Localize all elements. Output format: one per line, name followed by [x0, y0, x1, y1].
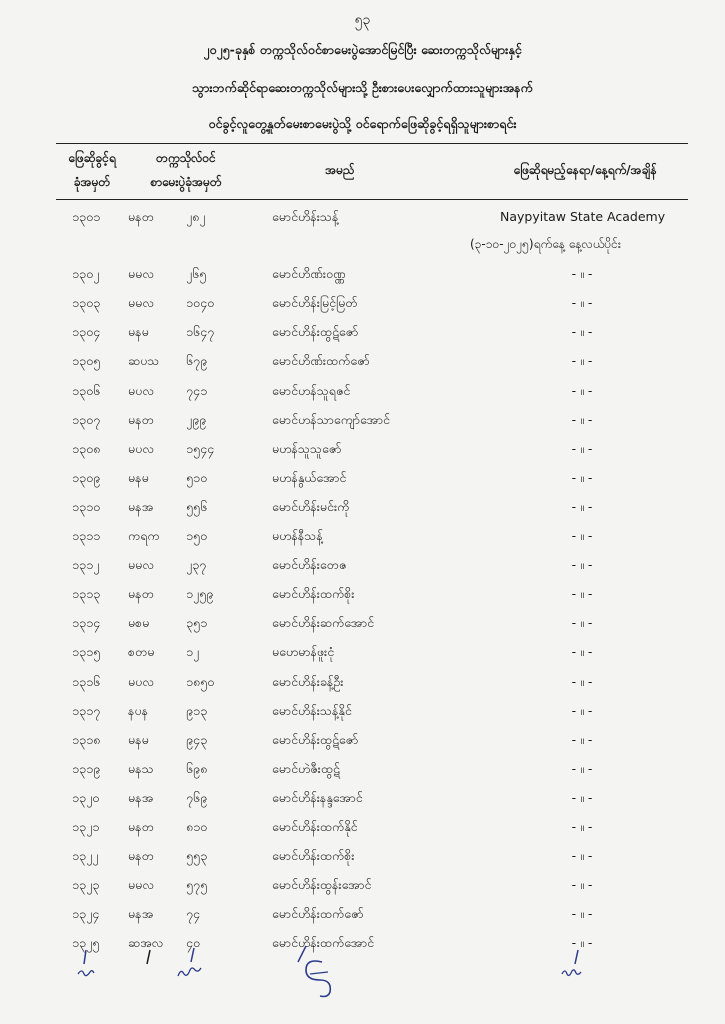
table-row: [0, 582, 725, 610]
venue: - ။ -: [571, 440, 593, 456]
venue: - ။ -: [571, 789, 593, 805]
venue: - ။ -: [571, 266, 593, 282]
header-reg-no: ဖြေဆိုခွင့်ရ ခုံအမှတ်: [68, 151, 116, 189]
table-row: [0, 757, 725, 785]
venue: - ။ -: [571, 557, 593, 573]
exam-roll-number: ၁၈၅၀: [186, 673, 215, 689]
table-row: [0, 437, 725, 465]
exam-center-code: မနတ: [128, 209, 154, 224]
venue: - ။ -: [571, 760, 593, 776]
exam-roll-number: ၈၁၀: [186, 819, 208, 834]
table-row: [0, 379, 725, 407]
exam-center-code: မနအ: [128, 789, 154, 805]
reg-number: ၁၃၂၀: [72, 789, 100, 805]
exam-roll-number: ၁၀၄၀: [186, 295, 215, 311]
candidate-name: မောင်ဟန်သာကျော်အောင်: [272, 411, 390, 427]
candidate-name: မဟေမာန်ဖူးငုံ: [272, 644, 335, 660]
candidate-name: မောင်ဟိန်းထက်နိုင်: [272, 819, 358, 834]
table-row: [0, 495, 725, 523]
reg-number: ၁၃၁၁: [72, 528, 101, 543]
exam-center-code: စတမ: [128, 644, 155, 660]
reg-number: ၁၃၀၃: [72, 295, 101, 311]
exam-center-code: မနတ: [128, 586, 154, 602]
candidate-name: မောင်ဟိန်းနန္ဒအောင်: [272, 789, 363, 805]
candidate-name: မောင်ဟန်သူရဇင်: [272, 382, 351, 398]
exam-center-code: မနအ: [128, 906, 154, 922]
table-row: [0, 815, 725, 843]
candidate-name: မောင်ဟိန်းထက်စိုး: [272, 586, 355, 602]
reg-number: ၁၃၁၅: [72, 644, 101, 660]
signature-main-icon: [292, 942, 342, 998]
venue: - ။ -: [571, 819, 593, 834]
exam-roll-number: ၂၈၂: [186, 209, 206, 224]
exam-roll-number: ၄၀: [186, 935, 201, 951]
candidate-name: မောင်ဟဲဇီးထွဋ်: [272, 760, 340, 776]
reg-number: ၁၃၁၀: [72, 498, 101, 514]
exam-roll-number: ၃၅၁: [186, 615, 208, 631]
title-line-3: ဝင်ခွင့်လူတွေ့နှုတ်မေးစာမေးပွဲသို့ ဝင်ရောက်ဖြေဆိုခွင့်ရရှိသူများစာရင်း: [208, 116, 517, 131]
venue: Naypyitaw State Academy: [500, 209, 666, 224]
title-line-2: သွားဘက်ဆိုင်ရာဆေးတက္ကသိုလ်များသို့ ဦးစားပေးလျှောက်ထားသူများအနက်: [192, 80, 533, 95]
candidate-name: မောင်ဟိန်းထက်အောင်: [272, 935, 375, 951]
exam-center-code: မနတ: [128, 819, 154, 834]
candidate-name: မောင်ဟိန်းသန့်: [272, 209, 339, 224]
table-row: [0, 786, 725, 814]
table-row: [0, 349, 725, 377]
exam-roll-number: ၇၆၉: [186, 789, 208, 805]
candidate-name: မောင်ဟိန်းမင်းကို: [272, 498, 350, 514]
reg-number: ၁၃၀၅: [72, 353, 101, 369]
exam-center-code: မပလ: [128, 673, 154, 689]
candidate-name: မောင်ဟိန်းထက်စိုး: [272, 848, 355, 864]
candidate-name: မောင်ဟိဏ်းဝဏ္ဏ: [272, 266, 346, 282]
exam-roll-number: ၂၆၅: [186, 266, 207, 282]
reg-number: ၁၃၀၇: [72, 411, 101, 427]
candidate-name: မောင်ဟိန်းတေဇ: [272, 557, 347, 573]
exam-center-code: မမလ: [128, 295, 155, 311]
exam-center-code: နပန: [128, 702, 149, 718]
table-row: [0, 670, 725, 698]
venue: - ။ -: [571, 528, 593, 543]
exam-roll-number: ၂၉၉: [186, 411, 207, 427]
exam-roll-number: ၇၄: [186, 906, 201, 922]
header-top-rule: [56, 143, 688, 144]
candidate-name: မောင်ဟိန်းဆက်အောင်: [272, 615, 375, 631]
header-bottom-rule: [56, 199, 688, 200]
reg-number: ၁၃၂၄: [72, 906, 100, 922]
signature-initial-3-icon: [556, 946, 596, 982]
exam-center-code: မပလ: [128, 440, 154, 456]
reg-number: ၁၃၂၂: [72, 848, 99, 864]
exam-roll-number: ၆၉၈: [186, 760, 208, 776]
table-row: [0, 728, 725, 756]
venue-datetime: (၃-၁၀-၂၀၂၅)ရက်နေ့ နေ့လယ်ပိုင်း: [470, 237, 621, 251]
exam-center-code: မမလ: [128, 266, 155, 282]
exam-center-code: မနအ: [128, 498, 154, 514]
candidate-name: မဟန်နီသန့်: [272, 528, 323, 543]
reg-number: ၁၃၁၆: [72, 673, 101, 689]
header-exam-no: တက္ကသိုလ်ဝင် စာမေးပွဲခုံအမှတ်: [150, 151, 222, 189]
exam-center-code: မမလ: [128, 557, 155, 573]
table-row: [0, 553, 725, 581]
venue: - ။ -: [571, 295, 593, 311]
table-row: [0, 699, 725, 727]
reg-number: ၁၃၁၃: [72, 586, 101, 602]
exam-roll-number: ၅၇၅: [186, 877, 208, 893]
exam-roll-number: ၁၅၀: [186, 528, 208, 543]
candidate-name: မောင်ဟိန်းခန့်ဦး: [272, 673, 344, 689]
exam-center-code: မစမ: [128, 615, 150, 631]
exam-center-code: မနတ: [128, 848, 154, 864]
venue: - ။ -: [571, 411, 593, 427]
signature-tick-icon: [138, 946, 158, 970]
venue: - ။ -: [571, 615, 593, 631]
candidate-name: မောင်ဟိန်းထွဋ်ဇော်: [272, 731, 359, 747]
page-number: ၅၃: [354, 12, 371, 28]
exam-center-code: ကရက: [128, 528, 160, 543]
reg-number: ၁၃၀၉: [72, 469, 101, 485]
venue: - ။ -: [571, 469, 593, 485]
table-row: [0, 844, 725, 872]
venue: - ။ -: [571, 644, 593, 660]
header-name: အမည်: [325, 163, 355, 177]
venue: - ။ -: [571, 848, 593, 864]
reg-number: ၁၃၁၂: [72, 557, 100, 573]
table-row: [0, 524, 725, 552]
reg-number: ၁၃၀၁: [72, 209, 101, 224]
exam-center-code: မနမ: [128, 324, 149, 340]
table-row: [0, 291, 725, 319]
venue: - ။ -: [571, 353, 593, 369]
table-row: [0, 408, 725, 436]
reg-number: ၁၃၀၈: [72, 440, 101, 456]
exam-center-code: ဆအလ: [128, 935, 164, 951]
exam-center-code: မပလ: [128, 382, 154, 398]
table-row: [0, 205, 725, 233]
venue: - ။ -: [571, 935, 593, 951]
candidate-name: မောင်ဟိန်းမြင့်မြတ်: [272, 295, 358, 311]
exam-center-code: ဆပသ: [128, 353, 160, 369]
venue: - ။ -: [571, 324, 593, 340]
table-row: [0, 873, 725, 901]
reg-number: ၁၃၀၆: [72, 382, 101, 398]
candidate-name: မောင်ဟိဏ်းထက်ဇော်: [272, 353, 370, 369]
venue: - ။ -: [571, 382, 593, 398]
exam-center-code: မနတ: [128, 411, 154, 427]
venue: - ။ -: [571, 586, 593, 602]
venue: - ။ -: [571, 702, 593, 718]
exam-center-code: မနမ: [128, 731, 149, 747]
table-row: [0, 611, 725, 639]
table-row: [0, 320, 725, 348]
exam-roll-number: ၁၅၄၄: [186, 440, 215, 456]
exam-roll-number: ၉၄၃: [186, 731, 208, 747]
venue: - ။ -: [571, 731, 593, 747]
exam-roll-number: ၅၅၆: [186, 498, 208, 514]
candidate-name: မောင်ဟိန်းထွန်းအောင်: [272, 877, 372, 893]
exam-roll-number: ၉၁၃: [186, 702, 208, 718]
exam-center-code: မနသ: [128, 760, 154, 776]
exam-center-code: မမလ: [128, 877, 155, 893]
signature-initial-1-icon: [72, 946, 112, 982]
exam-roll-number: ၅၅၃: [186, 848, 208, 864]
title-line-1: ၂၀၂၅-ခုနှစ် တက္ကသိုလ်ဝင်စာမေးပွဲအောင်မြင်ပြီး ဆေးတက္ကသိုလ်များနှင့်: [203, 42, 522, 57]
reg-number: ၁၃၀၄: [72, 324, 101, 340]
reg-number: ၁၃၁၉: [72, 760, 101, 776]
venue: - ။ -: [571, 673, 593, 689]
reg-number: ၁၃၂၅: [72, 935, 100, 951]
reg-number: ၁၃၂၁: [72, 819, 100, 834]
candidate-name: မောင်ဟိန်းသန့်နိုင်: [272, 702, 352, 718]
venue: - ။ -: [571, 498, 593, 514]
reg-number: ၁၃၁၇: [72, 702, 101, 718]
signature-initial-2-icon: [172, 944, 216, 984]
exam-roll-number: ၁၂၅၉: [186, 586, 214, 602]
table-row: [0, 262, 725, 290]
header-venue: ဖြေဆိုရမည့်နေရာ/နေ့ရက်/အချိန်: [513, 163, 657, 177]
candidate-name: မောင်ဟိန်းထွဋ်ဇော်: [272, 324, 359, 340]
reg-number: ၁၃၁၄: [72, 615, 101, 631]
exam-roll-number: ၅၁၀: [186, 469, 208, 485]
table-row: [0, 640, 725, 668]
table-row: [0, 466, 725, 494]
venue: - ။ -: [571, 906, 593, 922]
exam-roll-number: ၂၃၇: [186, 557, 207, 573]
exam-roll-number: ၇၄၁: [186, 382, 208, 398]
table-row: [0, 902, 725, 930]
candidate-name: မဟန်သူသူဇော်: [272, 440, 342, 456]
exam-roll-number: ၆၇၉: [186, 353, 208, 369]
exam-roll-number: ၁၆၄၇: [186, 324, 215, 340]
exam-roll-number: ၁၂: [186, 644, 200, 660]
venue: - ။ -: [571, 877, 593, 893]
reg-number: ၁၃၀၂: [72, 266, 100, 282]
candidate-name: မဟန်နွယ်အောင်: [272, 469, 347, 485]
exam-center-code: မနမ: [128, 469, 149, 485]
reg-number: ၁၃၂၃: [72, 877, 100, 893]
reg-number: ၁၃၁၈: [72, 731, 101, 747]
candidate-name: မောင်ဟိန်းထက်ဇော်: [272, 906, 364, 922]
